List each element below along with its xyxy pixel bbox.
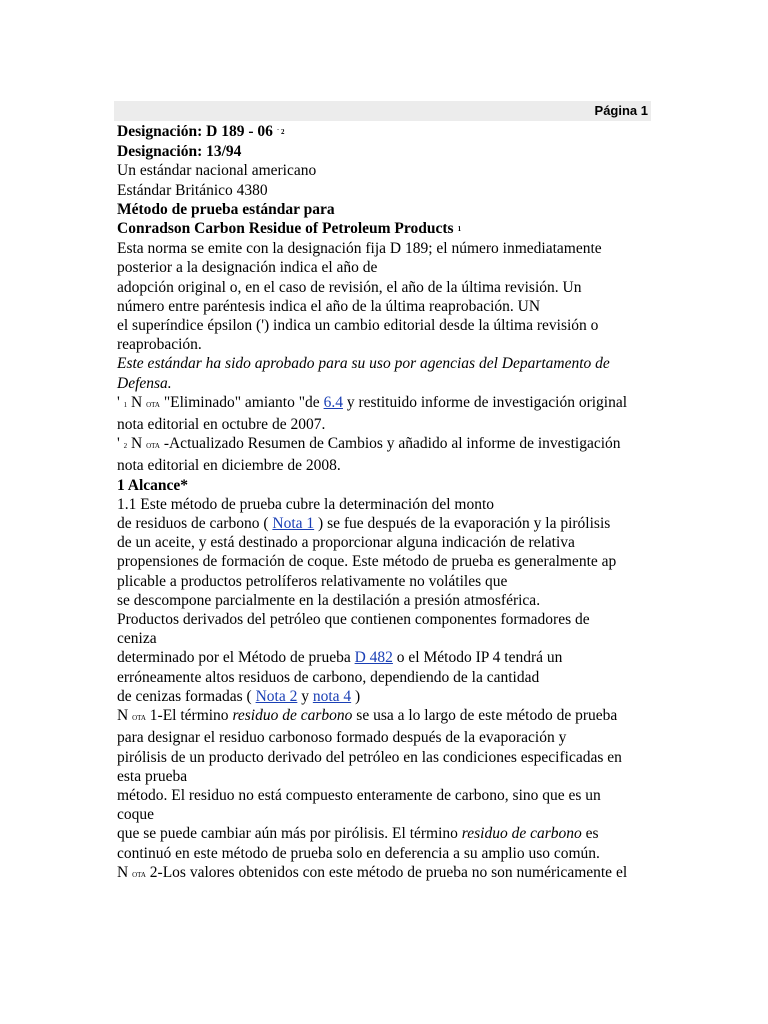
note-1-line: método. El residuo no está compuesto enteramente de carbono, sino que es un [117, 786, 601, 804]
page-header [114, 101, 651, 121]
note-1-line: N OTA 1-El término residuo de carbono se usa a lo largo de este método de prueba [117, 707, 618, 725]
scope-line: Productos derivados del petróleo que contienen componentes formadores de [117, 611, 590, 629]
scope-line: se descompone parcialmente en la destilación a presión atmosférica. [117, 591, 541, 609]
paragraph-1-line: Esta norma se emite con la designación fija D 189; el número inmediatamente [117, 240, 602, 258]
scope-line: de residuos de carbono ( Nota 1 ) se fue después de la evaporación y la pirólisis [117, 515, 611, 533]
note-1-line: que se puede cambiar aún más por pirólisis. El término residuo de carbono es [117, 825, 599, 843]
scope-line: plicable a productos petrolíferos relativamente no volátiles que [117, 572, 508, 590]
scope-line: ceniza [117, 630, 157, 648]
editorial-note-1-cont: nota editorial en octubre de 2007. [117, 416, 326, 434]
scope-line: 1.1 Este método de prueba cubre la determinación del monto [117, 495, 495, 513]
british-standard-line: Estándar Británico 4380 [117, 181, 268, 199]
page-number-label: Página 1 [594, 103, 648, 118]
designation-line-2: Designación: 13/94 [117, 143, 242, 161]
nota-4-link[interactable]: nota 4 [312, 687, 352, 705]
dod-approval-line: Defensa. [117, 374, 172, 392]
note-1-line: pirólisis de un producto derivado del petróleo en las condiciones especificadas en [117, 748, 622, 766]
note-1-line: para designar el residuo carbonoso formado después de la evaporación y [117, 729, 567, 747]
scope-line: determinado por el Método de prueba D 482 o el Método IP 4 tendrá un [117, 649, 563, 667]
scope-line: erróneamente altos residuos de carbono, dependiendo de la cantidad [117, 668, 540, 686]
paragraph-1-line: número entre paréntesis indica el año de la última reaprobación. UN [117, 297, 541, 315]
note-1-line: esta prueba [117, 767, 188, 785]
d-482-link[interactable]: D 482 [354, 649, 393, 667]
section-6-4-link[interactable]: 6.4 [323, 393, 343, 411]
paragraph-1-line: reaprobación. [117, 336, 202, 354]
scope-line: de un aceite, y está destinado a proporcionar alguna indicación de relativa [117, 534, 575, 552]
scope-line: propensiones de formación de coque. Este método de prueba es generalmente ap [117, 553, 617, 571]
nota-2-link[interactable]: Nota 2 [255, 687, 298, 705]
editorial-note-2-cont: nota editorial en diciembre de 2008. [117, 457, 341, 475]
nota-1-link[interactable]: Nota 1 [272, 515, 315, 533]
paragraph-1-line: el superíndice épsilon (') indica un cambio editorial desde la última revisión o [117, 317, 599, 335]
editorial-note-2: ' 2 N OTA -Actualizado Resumen de Cambios y añadido al informe de investigación [117, 435, 621, 453]
national-standard-line: Un estándar nacional americano [117, 162, 317, 180]
note-1-line: coque [117, 806, 155, 824]
note-2-line: N OTA 2-Los valores obtenidos con este método de prueba no son numéricamente el [117, 863, 628, 881]
editorial-note-1: ' 1 N OTA "Eliminado" amianto "de 6.4 y restituido informe de investigación original [117, 393, 628, 411]
paragraph-1-line: posterior a la designación indica el año de [117, 259, 378, 277]
scope-line: de cenizas formadas ( Nota 2 y nota 4 ) [117, 687, 361, 705]
title-line-1: Método de prueba estándar para [117, 200, 335, 218]
title-line-2: Conradson Carbon Residue of Petroleum Products $^1$ [117, 220, 462, 238]
dod-approval-line: Este estándar ha sido aprobado para su uso por agencias del Departamento de [117, 355, 610, 373]
title-footnote-marker: 1 [457, 225, 462, 234]
designation-superscript: ´ 2 [276, 128, 285, 136]
scope-heading: 1 Alcance* [117, 476, 189, 494]
paragraph-1-line: adopción original o, en el caso de revisión, el año de la última revisión. Un [117, 278, 582, 296]
note-1-line: continuó en este método de prueba solo en deferencia a su amplio uso común. [117, 844, 600, 862]
designation-line-1: Designación: D 189 - 06 $^{´ 2}$ [117, 123, 285, 140]
document-body [117, 122, 657, 885]
